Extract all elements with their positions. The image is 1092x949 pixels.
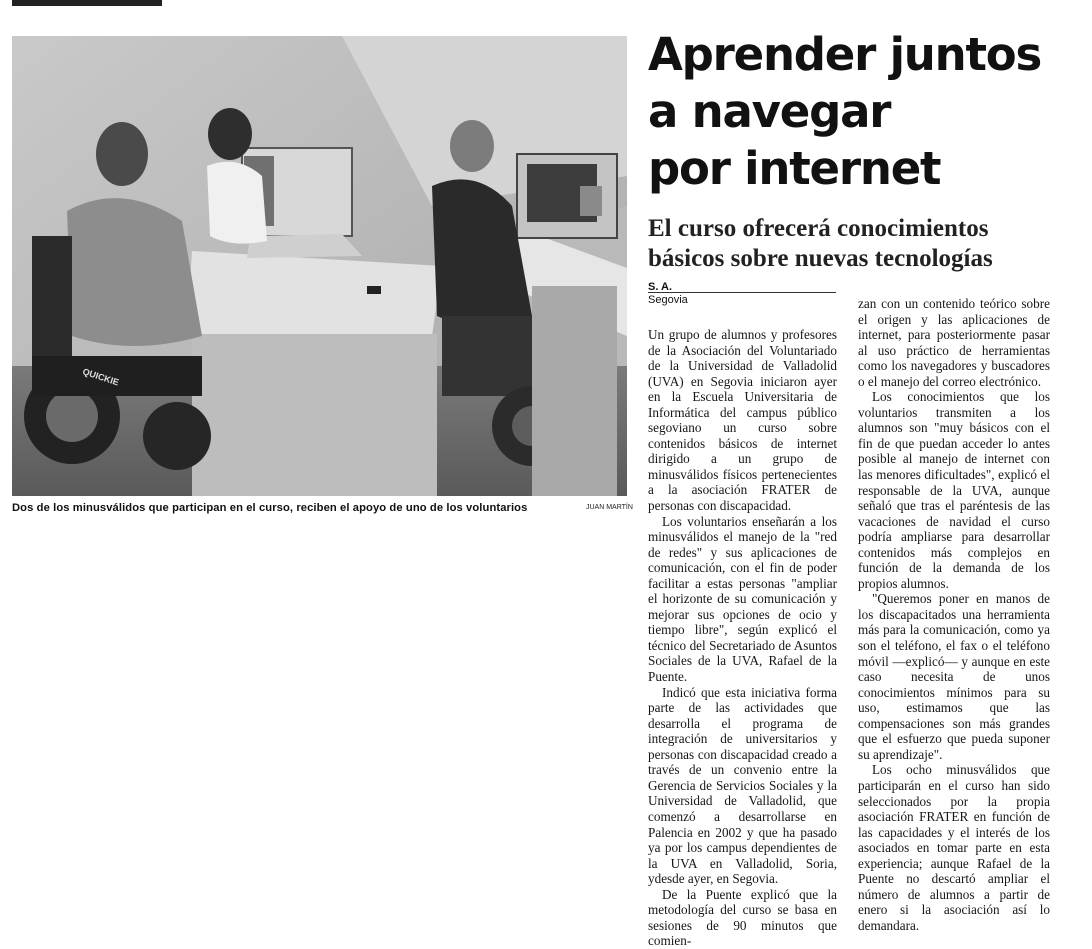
paragraph: Los voluntarios enseñarán a los minusválidos el manejo de la "red de redes" y sus aplicaciones de comunicación, con el fin de poder facilitar a estas personas "ampliar el horizonte de su comunicación y mejorar sus opciones de ocio y tiempo libre", según explicó el técnico del Secretariado de Asuntos Sociales de la UVA, Rafael de la Puente. bbox=[648, 513, 837, 685]
wheelchair-brand-label: QUICKIE bbox=[81, 366, 121, 388]
paragraph: Los ocho minusválidos que participarán en el curso han sido seleccionados por la propia asociación FRATER en función de las capacidades y el interés de los asociados en tomar parte en esta experiencia; aunque Rafael de la Puente no descartó ampliar el número de alumnos a partir de enero si la asociación así lo demandara. bbox=[858, 762, 1050, 933]
headline-line: Aprender juntos bbox=[648, 28, 1042, 81]
subheadline-line: El curso ofrecerá conocimientos bbox=[648, 215, 989, 242]
headline-line: a navegar bbox=[648, 85, 891, 138]
body-column-2 bbox=[858, 296, 1050, 933]
section-header-mark bbox=[12, 0, 162, 6]
headline bbox=[648, 26, 1078, 197]
paragraph: Los conocimientos que los voluntarios transmiten a los alumnos son "muy básicos con el fin de que puedan acceder lo antes posible al manejo de internet con las menores dificultades", explicó el responsable de la UVA, aunque señaló que tras el paréntesis de las vacaciones de navidad el curso podría ampliarse para desarrollar contenidos más complejos en función de la demanda de los propios alumnos. bbox=[858, 389, 1050, 591]
paragraph: Un grupo de alumnos y profesores de la Asociación del Voluntariado de la Universidad de Valladolid (UVA) en Segovia iniciaron ayer en la Escuela Universitaria de Informática del campus público segoviano un curso sobre contenidos básicos de internet dirigido a un grupo de minusválidos físicos pertenecientes a la asociación FRATER de personas con discapacidad. bbox=[648, 327, 837, 514]
article-photo bbox=[12, 36, 627, 496]
headline-line: por internet bbox=[648, 142, 941, 195]
byline-place: Segovia bbox=[648, 294, 688, 306]
byline-author: S. A. bbox=[648, 281, 673, 293]
paragraph: zan con un contenido teórico sobre el origen y las aplicaciones de internet, para posteriormente pasar al uso práctico de herramientas como los navegadores y buscadores o el manejo del correo electrónico. bbox=[858, 296, 1050, 389]
subheadline bbox=[648, 214, 1078, 274]
photo-credit: JUAN MARTÍN bbox=[586, 504, 633, 511]
paragraph: De la Puente explicó que la metodología del curso se basa en sesiones de 90 minutos que comien- bbox=[648, 886, 837, 949]
photo-illustration bbox=[12, 36, 627, 496]
paragraph: Indicó que esta iniciativa forma parte de las actividades que desarrolla el programa de integración de universitarios y personas con discapacidad creado a través de un convenio entre la Gerencia de Servicios Sociales y la Universidad de Valladolid, que comenzó a desarrollarse en Palencia en 2002 y que ha pasado ya por los campus dependientes de la UVA en Valladolid, Soria, ydesde ayer, en Segovia. bbox=[648, 684, 837, 887]
paragraph: "Queremos poner en manos de los discapacitados una herramienta más para la comunicación, como ya son el teléfono, el fax o el teléfono móvil —explicó— y aunque en este caso necesita de unos conocimientos mínimos para su uso, estimamos que las compensaciones son más grandes que el esfuerzo que pueda suponer su aprendizaje". bbox=[858, 591, 1050, 762]
byline bbox=[648, 281, 836, 306]
photo-caption: Dos de los minusválidos que participan en el curso, reciben el apoyo de uno de los voluntarios bbox=[12, 502, 528, 514]
subheadline-line: básicos sobre nuevas tecnologías bbox=[648, 245, 993, 272]
body-column-1 bbox=[648, 327, 837, 949]
